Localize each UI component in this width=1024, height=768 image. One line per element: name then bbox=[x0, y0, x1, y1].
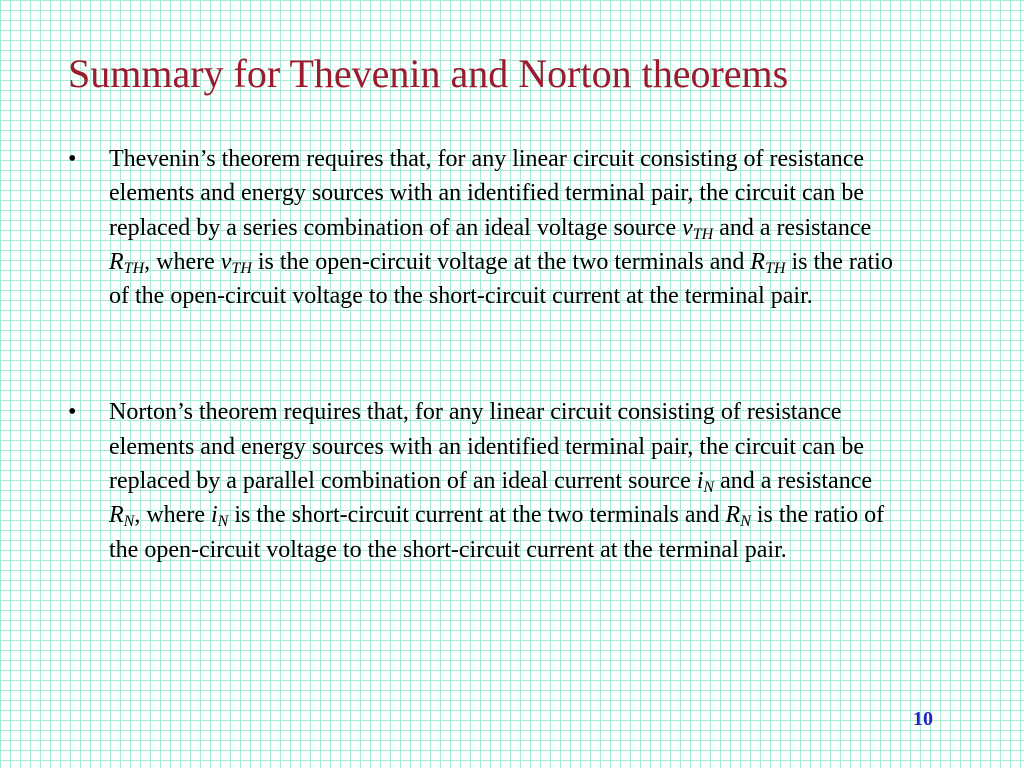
text-segment: is the ratio of the open-circuit voltage to the short-circuit current at the terminal pair. bbox=[109, 502, 885, 563]
symbol-r: R bbox=[109, 502, 124, 529]
subscript-th: TH bbox=[765, 259, 786, 277]
subscript-n: N bbox=[123, 513, 135, 531]
symbol-v: v bbox=[682, 214, 693, 241]
text-segment: , where bbox=[134, 502, 211, 529]
symbol-i: i bbox=[696, 468, 704, 495]
symbol-i: i bbox=[210, 502, 218, 529]
bullet-icon: • bbox=[68, 146, 77, 172]
bullet-list bbox=[68, 142, 908, 567]
subscript-th: TH bbox=[692, 225, 714, 243]
page-number: 10 bbox=[913, 708, 933, 730]
symbol-r: R bbox=[109, 248, 124, 275]
subscript-n: N bbox=[217, 513, 229, 531]
text-segment: Thevenin’s theorem requires that, for any linear circuit consisting of resistance elements and energy sources with an identified terminal pair, the circuit can be replaced by a series combination of an ideal voltage source bbox=[109, 146, 865, 241]
bullet-item-norton bbox=[68, 395, 908, 566]
text-segment: is the short-circuit current at the two terminals and bbox=[228, 502, 726, 529]
bullet-text bbox=[109, 146, 893, 309]
subscript-th: TH bbox=[123, 259, 145, 277]
subscript-n: N bbox=[740, 513, 751, 531]
symbol-r: R bbox=[750, 248, 766, 275]
slide-title: Summary for Thevenin and Norton theorems bbox=[68, 51, 789, 96]
text-segment: is the open-circuit voltage at the two terminals and bbox=[251, 248, 751, 275]
bullet-text bbox=[109, 399, 884, 562]
bullet-item-thevenin bbox=[68, 142, 908, 313]
text-segment: and a resistance bbox=[714, 468, 872, 495]
symbol-v: v bbox=[220, 248, 232, 275]
text-segment: Norton’s theorem requires that, for any linear circuit consisting of resistance elements and energy sources with an identified terminal pair, the circuit can be replaced by a parallel combination of an ideal current source bbox=[109, 399, 864, 495]
subscript-th: TH bbox=[231, 259, 252, 277]
symbol-r: R bbox=[725, 502, 741, 529]
text-segment: and a resistance bbox=[713, 214, 872, 241]
subscript-n: N bbox=[703, 479, 715, 497]
text-segment: , where bbox=[144, 248, 221, 275]
bullet-icon: • bbox=[68, 399, 77, 426]
text-segment: is the ratio of the open-circuit voltage to the short-circuit current at the terminal pair. bbox=[109, 248, 893, 310]
